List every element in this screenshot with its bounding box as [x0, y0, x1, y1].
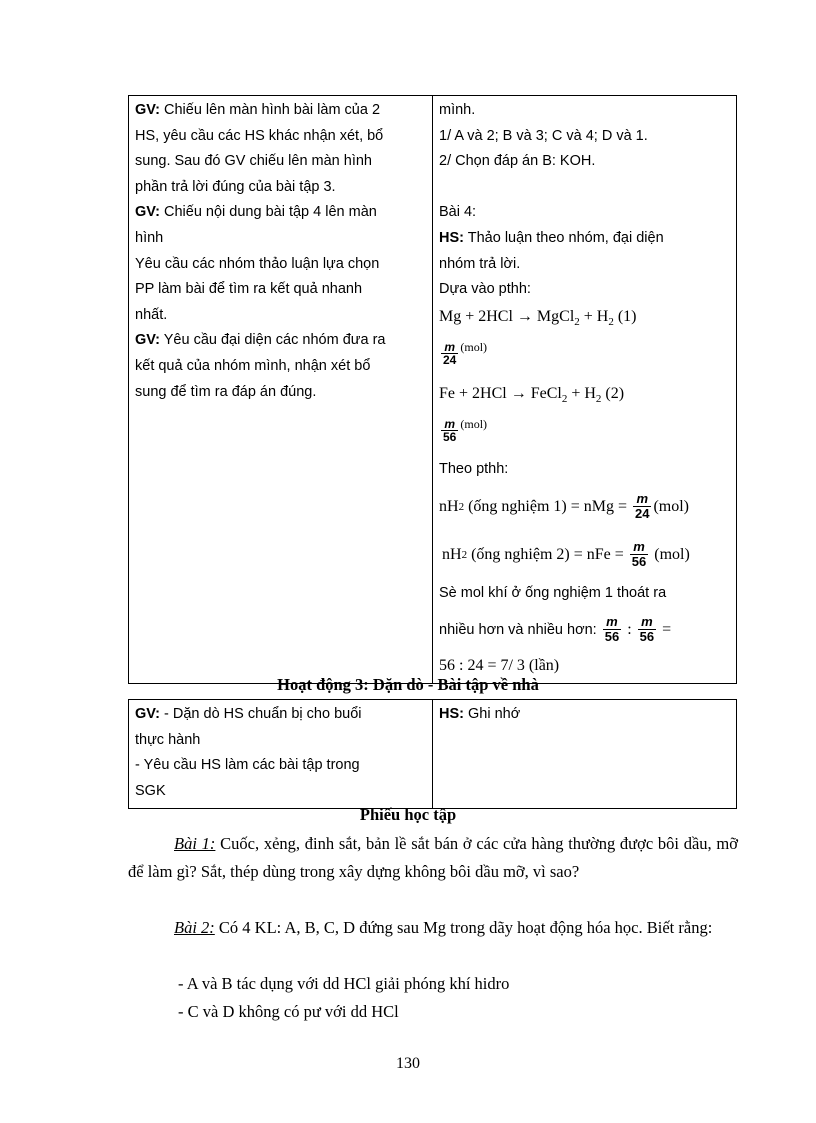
gv-label: GV: [135, 332, 160, 349]
exercise-text: Cuốc, xẻng, đinh sắt, bản lề sắt bán ở các cửa hàng thường được bôi dầu, mỡ để làm gì? Sắt, thép dùng trong xây dựng không bôi dầu mỡ, vì sao? [128, 834, 738, 881]
eq-part: Mg + 2HCl → MgCl [439, 307, 575, 325]
text-span: Chiếu lên màn hình bài làm của 2 [159, 102, 381, 118]
exercise-label: Bài 2: [174, 918, 215, 937]
exercise-1 [128, 830, 738, 886]
exercise-label: Bài 1: [174, 834, 216, 853]
text-span: PP làm bài để tìm ra kết quả nhanh [135, 281, 363, 298]
text-span: Chiếu nội dung bài tập 4 lên màn [159, 204, 377, 221]
text-line: Dựa vào pthh: [439, 281, 531, 298]
text-line [135, 277, 426, 303]
numerator: m [603, 615, 621, 630]
eq-part: + H [579, 307, 609, 325]
exercise-2 [128, 914, 738, 942]
text-line [135, 303, 426, 329]
text-span: kết quả của nhóm mình, nhận xét bổ [135, 357, 371, 374]
lesson-table-activity-3 [128, 699, 737, 809]
text-line: SGK [135, 782, 166, 799]
unit-label: (mol) [460, 417, 488, 432]
gv-label: GV: [135, 102, 160, 118]
denominator: 56 [639, 629, 655, 645]
text-line: nhóm trả lời. [439, 255, 521, 272]
text-line [135, 98, 426, 124]
numerator: m [441, 341, 458, 354]
equation-2 [439, 380, 730, 413]
text-line: - Yêu cầu HS làm các bài tập trong [135, 757, 360, 774]
eq-part: Fe + 2HCl → FeCl [439, 384, 562, 402]
eq-sub: 2 [574, 315, 580, 328]
eq-part: (1) [613, 307, 637, 325]
text-line [439, 702, 730, 728]
teacher-column [129, 700, 433, 809]
eq-sub: 2 [561, 393, 568, 406]
student-column [433, 96, 737, 684]
numerator: m [630, 540, 648, 555]
eq-sub: 2 [608, 315, 614, 328]
hs-label: HS: [439, 706, 464, 722]
exercise-2-item: - A và B tác dụng với dd HCl giải phóng khí hidro [178, 974, 510, 993]
text-line [135, 702, 426, 728]
eq-part: = [658, 620, 672, 638]
text-line: 1/ A và 2; B và 3; C và 4; D và 1. [439, 127, 648, 144]
denominator: 56 [604, 629, 620, 645]
ratio-result: 56 : 24 = 7/ 3 (lần) [439, 656, 560, 674]
text-line [135, 175, 426, 201]
fraction-line [439, 336, 730, 380]
text-span: Yêu cầu đại diện các nhóm đưa ra [159, 332, 386, 349]
eq-sub: 2 [461, 548, 468, 561]
fraction-line [439, 413, 730, 457]
text-line: 2/ Chọn đáp án B: KOH. [439, 153, 596, 170]
exercise-2-item: - C và D không có pư với dd HCl [178, 1002, 399, 1021]
denominator: 56 [631, 554, 647, 570]
ratio-line [439, 607, 730, 653]
text-span: sung để tìm ra đáp án đúng. [135, 383, 317, 400]
unit-label: (mol) [460, 339, 488, 354]
lesson-table-activity-2 [128, 95, 737, 684]
eq-part: (mol) [653, 497, 689, 515]
text-span: Thảo luận theo nhóm, đại diện [463, 229, 664, 246]
eq-part: (2) [601, 384, 625, 402]
numerator: m [633, 492, 651, 507]
student-column [433, 700, 737, 809]
fraction-m-56 [603, 615, 621, 644]
fraction-m-24 [633, 492, 651, 521]
text-span: Ghi nhớ [463, 706, 521, 722]
text-line [135, 226, 426, 252]
text-line [135, 124, 426, 150]
exercise-text: Có 4 KL: A, B, C, D đứng sau Mg trong dãy hoạt động hóa học. Biết rằng: [214, 918, 713, 937]
text-span: hình [135, 229, 164, 246]
text-line: mình. [439, 102, 476, 118]
denominator: 24 [443, 352, 457, 367]
text-span: - Dặn dò HS chuẩn bị cho buổi [159, 706, 362, 722]
text-line [135, 328, 426, 354]
text-span: HS, yêu cầu các HS khác nhận xét, bổ [135, 127, 384, 144]
text-span: nhất. [135, 306, 168, 323]
text-line: Sè mol khí ở ống nghiệm 1 thoát ra [439, 584, 667, 601]
eq-part: nH [442, 545, 462, 563]
numerator: m [638, 615, 656, 630]
eq-part: (mol) [650, 545, 690, 563]
text-line: Theo pthh: [439, 461, 509, 478]
eq-part: (ống nghiệm 2) = nFe = [467, 545, 628, 563]
eq-part: : [623, 620, 636, 638]
eq-part: + H [567, 384, 596, 402]
moles-h2-tube-2 [439, 531, 730, 579]
eq-sub: 2 [595, 393, 602, 406]
eq-part: nH [439, 497, 459, 515]
text-span: phần trả lời đúng của bài tập 3. [135, 178, 336, 195]
fraction-m-56 [630, 540, 648, 569]
text-span: sung. Sau đó GV chiếu lên màn hình [135, 153, 372, 170]
fraction-m-24 [441, 341, 458, 366]
fraction-m-56 [638, 615, 656, 644]
text-span: Yêu cầu các nhóm thảo luận lựa chọn [135, 255, 380, 272]
text-line [439, 226, 730, 252]
text-line [135, 149, 426, 175]
denominator: 24 [634, 506, 650, 522]
equation-1 [439, 303, 730, 336]
section-heading-activity-3: Hoạt động 3: Dặn dò - Bài tập về nhà [277, 675, 539, 694]
denominator: 56 [443, 429, 457, 444]
hs-label: HS: [439, 229, 464, 246]
blank-line [439, 175, 730, 201]
eq-part: (ống nghiệm 1) = nMg = [464, 497, 631, 515]
text-span: nhiều hơn và nhiều hơn: [439, 621, 601, 638]
gv-label: GV: [135, 706, 160, 722]
fraction-m-56 [441, 418, 458, 443]
gv-label: GV: [135, 204, 160, 221]
page-number: 130 [396, 1055, 420, 1072]
text-line [135, 252, 426, 278]
text-line [135, 200, 426, 226]
text-line [135, 380, 426, 406]
section-heading-worksheet: Phiếu học tập [359, 805, 457, 824]
text-line: Bài 4: [439, 204, 477, 221]
eq-sub: 2 [458, 500, 465, 513]
text-line: thực hành [135, 731, 201, 748]
numerator: m [441, 418, 458, 431]
text-line [135, 354, 426, 380]
moles-h2-tube-1 [439, 483, 730, 531]
teacher-column [129, 96, 433, 684]
